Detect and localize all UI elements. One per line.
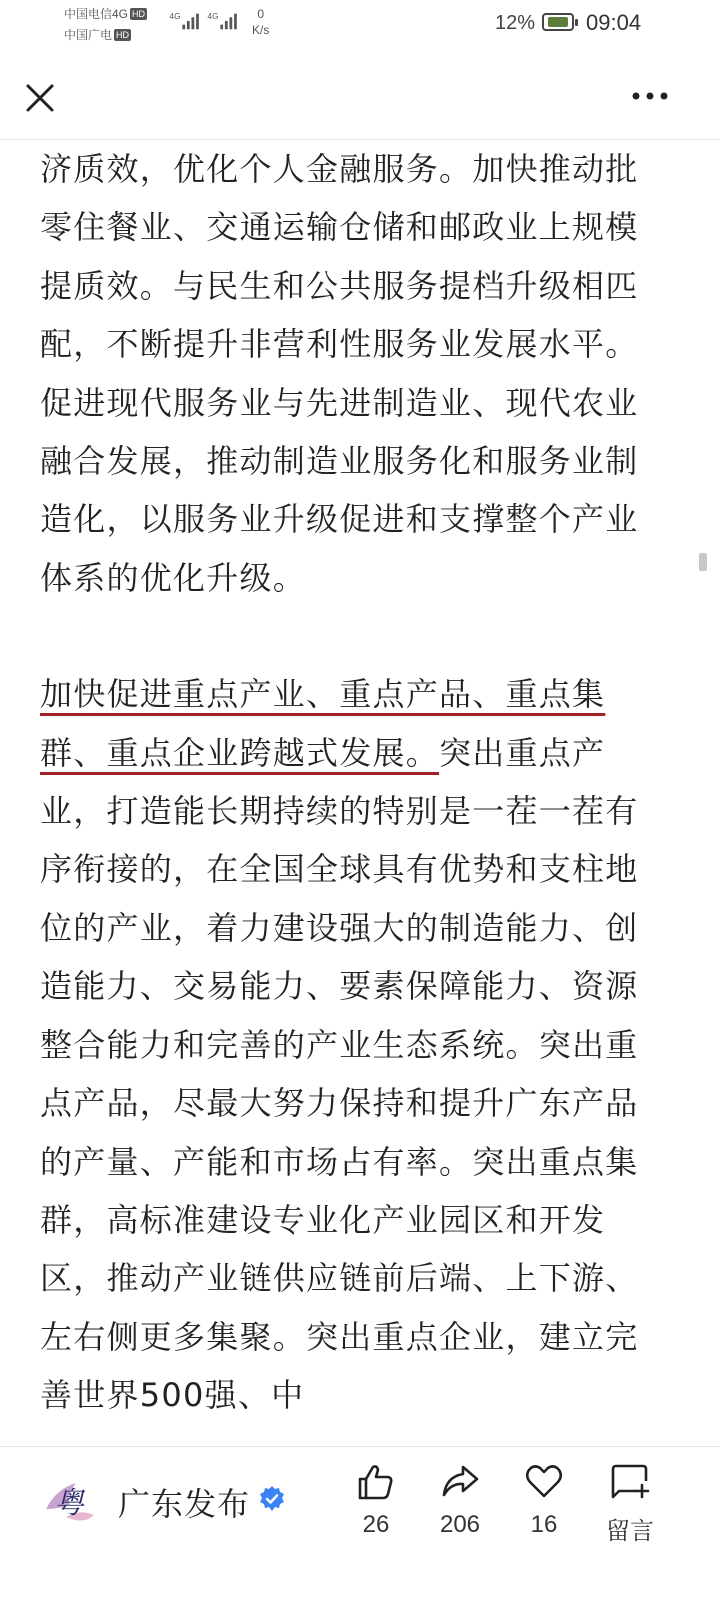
battery-percent: 12% [495, 12, 536, 34]
favorite-count: 16 [530, 1511, 558, 1538]
hd-badge-2: HD [116, 30, 130, 40]
battery-icon [542, 13, 574, 31]
signal-2-label: 4G [207, 12, 219, 22]
status-bar [0, 0, 720, 50]
account-avatar[interactable] [36, 1469, 102, 1535]
signal-2-icon [206, 10, 242, 32]
carrier-2 [64, 28, 131, 42]
carrier-2-name: 中国广电 [64, 28, 113, 42]
network-speed [252, 6, 269, 38]
scrollbar-thumb[interactable] [699, 553, 707, 571]
share-button[interactable] [420, 1461, 500, 1539]
article-paragraph-2 [40, 665, 670, 1424]
net-speed-value: 0 [257, 7, 265, 21]
clock: 09:04 [586, 10, 642, 35]
carrier-1 [64, 7, 147, 21]
more-dots-icon[interactable] [630, 86, 670, 106]
like-button[interactable] [336, 1461, 416, 1539]
signal-1-icon [168, 10, 204, 32]
signal-1-label: 4G [169, 12, 181, 22]
favorite-button[interactable] [504, 1461, 584, 1539]
article-paragraph-1: 济质效，优化个人金融服务。加快推动批零住餐业、交通运输仓储和邮政业上规模提质效。与民生和公共服务提档升级相匹配，不断提升非营利性服务业发展水平。促进现代服务业与先进制造业、现代农业融合发展，推动制造业服务化和服务业制造化，以服务业升级促进和支撑整个产业体系的优化升级。 [40, 150, 639, 597]
article-body [40, 142, 670, 1446]
bottom-action-bar [0, 1446, 720, 1600]
hd-badge-1: HD [132, 9, 146, 19]
top-nav-bar [0, 50, 720, 140]
heart-icon [523, 1461, 565, 1503]
close-icon[interactable] [22, 80, 58, 116]
comment-button[interactable] [590, 1461, 670, 1546]
avatar-text: 粤 [54, 1486, 84, 1521]
share-count: 206 [439, 1511, 481, 1538]
share-arrow-icon [439, 1461, 481, 1503]
thumbs-up-icon [355, 1461, 397, 1503]
comment-add-icon [609, 1461, 651, 1503]
carrier-1-name: 中国电信4G [64, 7, 129, 21]
highlighted-sentence: 加快促进重点产业、重点产品、重点集群、重点企业跨越式发展。 [40, 675, 606, 772]
account-name[interactable]: 广东发布 [118, 1485, 251, 1523]
comment-label: 留言 [606, 1518, 654, 1545]
verified-badge-icon [258, 1485, 286, 1513]
article-paragraph-2-rest: 突出重点产业，打造能长期持续的特别是一茬一茬有序衔接的，在全国全球具有优势和支柱地位的产业，着力建设强大的制造能力、创造能力、交易能力、要素保障能力、资源整合能力和完善的产业生态系统。突出重点产品，尽最大努力保持和提升广东产品的产量、产能和市场占有率。突出重点集群，高标准建设专业化产业园区和开发区，推动产业链供应链前后端、上下游、左右侧更多集聚。突出重点企业，建立完善世界500强、中 [40, 733, 639, 1415]
net-speed-unit: K/s [252, 23, 270, 37]
like-count: 26 [362, 1511, 390, 1538]
